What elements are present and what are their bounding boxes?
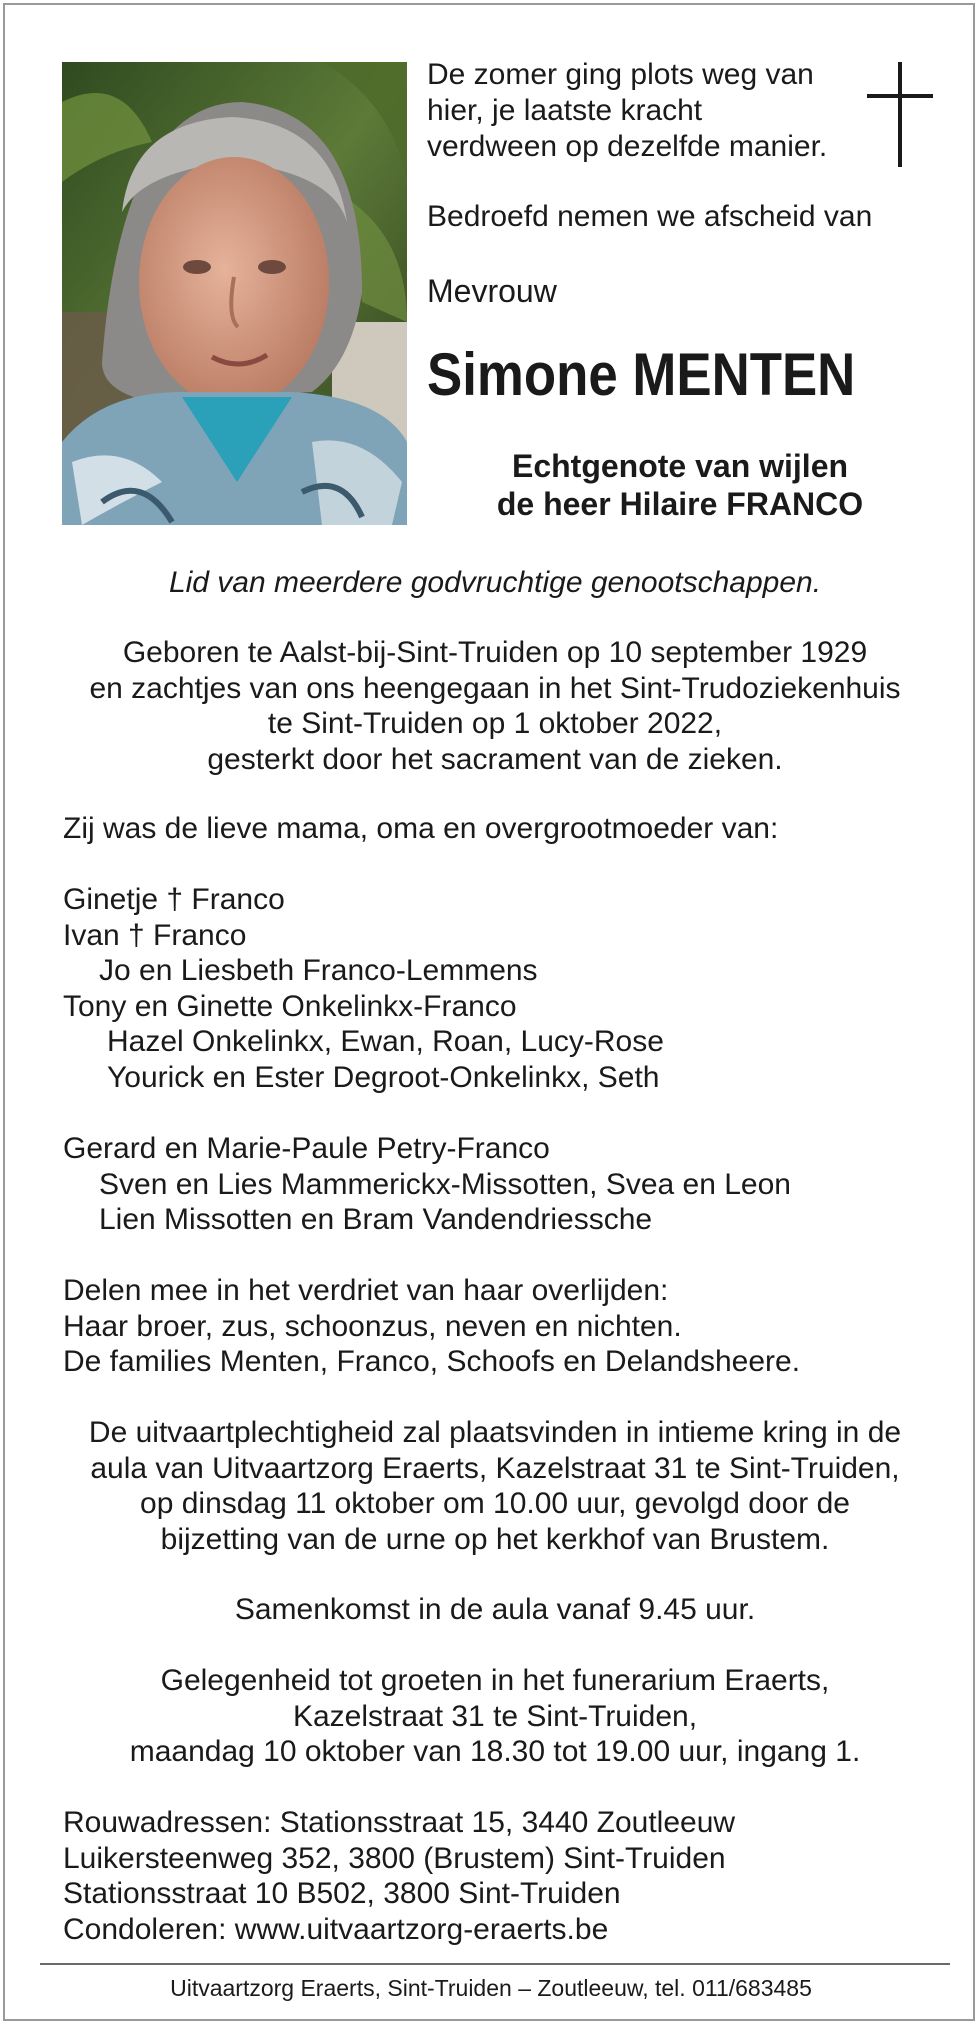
membership-text: [45, 565, 945, 601]
gathering-text: [45, 1592, 945, 1628]
address-line: Luikersteenweg 352, 3800 (Brustem) Sint-Truiden: [63, 1841, 726, 1875]
birth-line: te Sint-Truiden op 1 oktober 2022,: [267, 707, 723, 740]
condolence-link[interactable]: Condoleren: www.uitvaartzorg-eraerts.be: [63, 1912, 609, 1946]
poem: [427, 57, 867, 165]
family-line: Yourick en Ester Degroot-Onkelinkx, Seth: [107, 1060, 660, 1094]
family-intro-line: Zij was de lieve mama, oma en overgrootmoeder van:: [63, 812, 779, 845]
family-line: Gerard en Marie-Paule Petry-Franco: [63, 1132, 550, 1165]
family-group-1: [63, 882, 943, 1095]
membership-line: Lid van meerdere godvruchtige genootschappen.: [168, 566, 822, 599]
birth-block: [45, 635, 945, 777]
sharing-line: De families Menten, Franco, Schoofs en Delandsheere.: [63, 1345, 801, 1378]
poem-line: De zomer ging plots weg van: [427, 58, 814, 91]
family-line: Ginetje † Franco: [63, 883, 285, 916]
cross-icon: [865, 62, 935, 167]
spouse-line: Echtgenote van wijlen: [511, 448, 849, 484]
ceremony-line: op dinsdag 11 oktober om 10.00 uur, gevolgd door de: [140, 1487, 850, 1520]
greeting-line: Kazelstraat 31 te Sint-Truiden,: [292, 1699, 698, 1733]
poem-line: verdween op dezelfde manier.: [427, 130, 828, 163]
portrait-photo: [62, 62, 407, 525]
sharing-block: [63, 1273, 943, 1380]
address-block: [63, 1805, 943, 1947]
footer-text: Uitvaartzorg Eraerts, Sint-Truiden – Zoutleeuw, tel. 011/683485: [170, 1975, 812, 2001]
ceremony-block: [45, 1415, 945, 1557]
family-line: Lien Missotten en Bram Vandendriessche: [99, 1203, 653, 1236]
greeting-line: Gelegenheid tot groeten in het funerarium Eraerts,: [160, 1664, 830, 1697]
gathering-line: Samenkomst in de aula vanaf 9.45 uur.: [234, 1593, 756, 1626]
ceremony-line: aula van Uitvaartzorg Eraerts, Kazelstraat 31 te Sint-Truiden,: [90, 1451, 900, 1485]
birth-line: Geboren te Aalst-bij-Sint-Truiden op 10 september 1929: [122, 636, 868, 669]
spouse-block: [425, 447, 935, 523]
family-group-2: [63, 1131, 943, 1238]
honorific: Mevrouw: [427, 273, 557, 309]
portrait-image: [62, 62, 407, 525]
sharing-line: Haar broer, zus, schoonzus, neven en nichten.: [63, 1309, 682, 1343]
family-line: Tony en Ginette Onkelinkx-Franco: [63, 989, 517, 1023]
ceremony-line: De uitvaartplechtigheid zal plaatsvinden in intieme kring in de: [88, 1416, 902, 1449]
birth-line: en zachtjes van ons heengegaan in het Sint-Trudoziekenhuis: [89, 671, 901, 705]
family-intro: [63, 811, 943, 847]
greeting-line: maandag 10 oktober van 18.30 tot 19.00 uur, ingang 1.: [129, 1735, 861, 1768]
intro-text: Bedroefd nemen we afscheid van: [427, 200, 873, 233]
address-line: Stationsstraat 10 B502, 3800 Sint-Truiden: [63, 1877, 621, 1910]
family-line: Jo en Liesbeth Franco-Lemmens: [99, 954, 538, 987]
family-line: Ivan † Franco: [63, 918, 247, 952]
family-line: Hazel Onkelinkx, Ewan, Roan, Lucy-Rose: [107, 1025, 664, 1058]
footer-divider: [40, 1963, 950, 1965]
address-line: Rouwadressen: Stationsstraat 15, 3440 Zoutleeuw: [63, 1806, 736, 1839]
spouse-line: de heer Hilaire FRANCO: [496, 486, 864, 522]
greeting-block: [45, 1663, 945, 1770]
ceremony-line: bijzetting van de urne op het kerkhof van Brustem.: [160, 1522, 830, 1556]
sharing-line: Delen mee in het verdriet van haar overlijden:: [63, 1274, 669, 1307]
family-line: Sven en Lies Mammerickx-Missotten, Svea en Leon: [99, 1167, 791, 1201]
deceased-name: Simone MENTEN: [427, 341, 856, 408]
obituary-card: [3, 3, 975, 2021]
poem-line: hier, je laatste kracht: [427, 94, 703, 127]
birth-line: gesterkt door het sacrament van de zieken.: [207, 742, 783, 776]
